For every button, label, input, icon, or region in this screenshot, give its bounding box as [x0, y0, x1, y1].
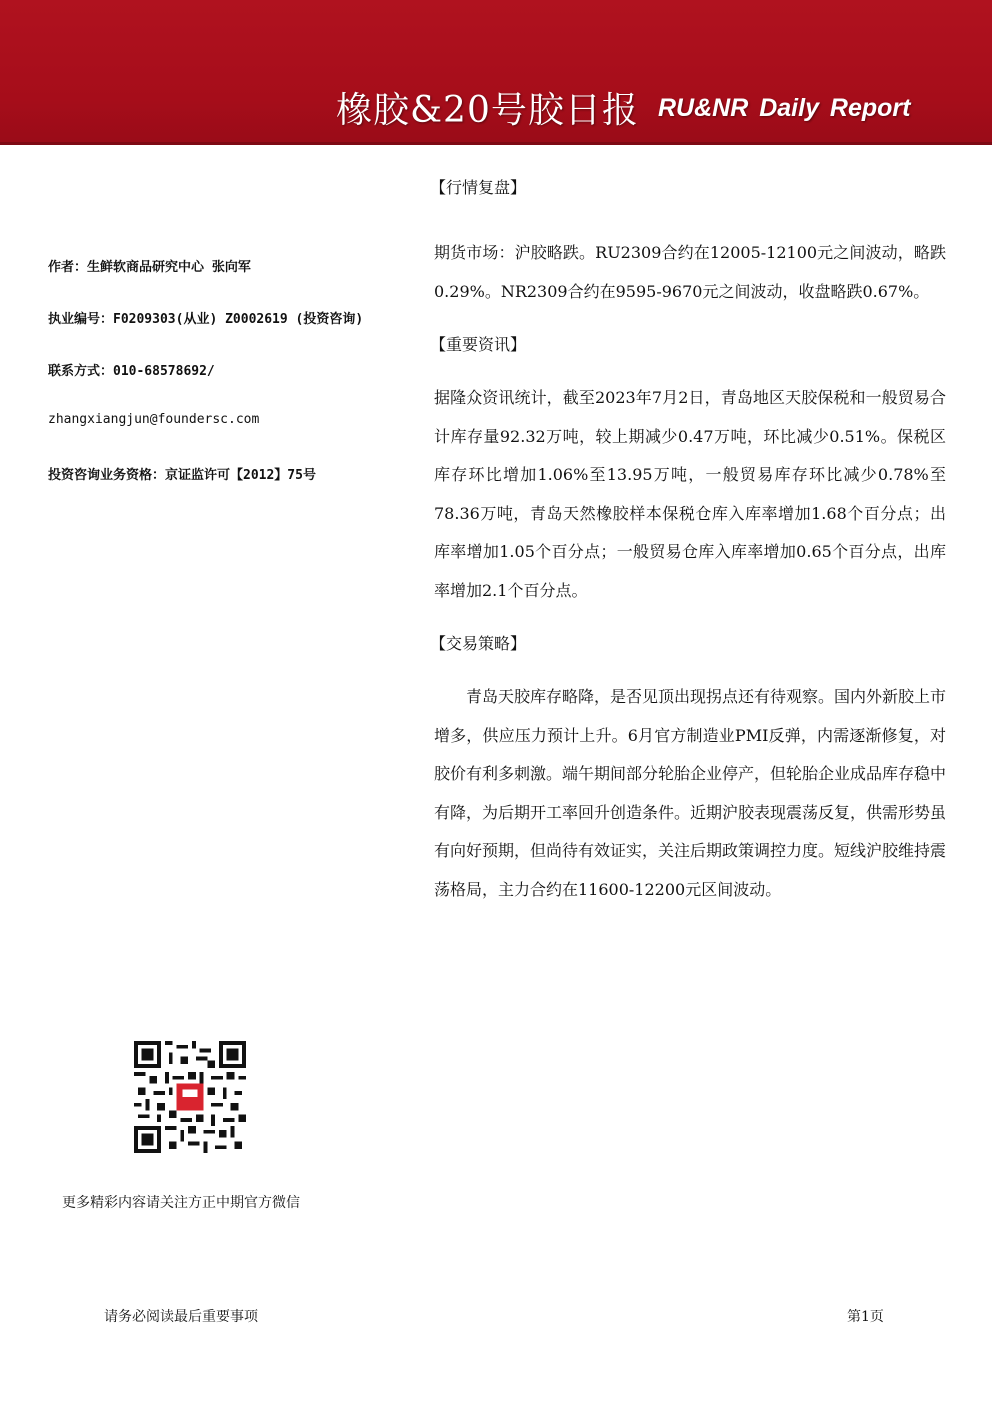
page-number: 第1页 [847, 1309, 884, 1325]
section-body-trading-strategy: 青岛天胶库存略降，是否见顶出现拐点还有待观察。国内外新胶上市增多，供应压力预计上升。6月官方制造业PMI反弹，内需逐渐修复，对胶价有利多刺激。端午期间部分轮胎企业停产，但轮胎企业成品库存稳中有降，为后期开工率回升创造条件。近期沪胶表现震荡反复，供需形势虽有向好预期，但尚待有效证实，关注后期政策调控力度。短线沪胶维持震荡格局，主力合约在11600-12200元区间波动。 [434, 687, 947, 899]
contact-email[interactable]: zhangxiangjun@foundersc.com [48, 412, 260, 427]
section-title-market-review: 【行情复盘】 [430, 178, 527, 197]
footer-disclaimer: 请务必阅读最后重要事项 [104, 1309, 258, 1325]
section-body-market-review: 期货市场：沪胶略跌。RU2309合约在12005-12100元之间波动，略跌0.29%。NR2309合约在9595-9670元之间波动，收盘略跌0.67%。 [434, 243, 946, 301]
header-divider [0, 142, 992, 145]
license-number: 执业编号：F0209303(从业) Z0002619 (投资咨询) [48, 312, 364, 327]
section-body-key-news: 据隆众资讯统计，截至2023年7月2日，青岛地区天胶保税和一般贸易合计库存量92.32万吨，较上期减少0.47万吨，环比减少0.51%。保税区库存环比增加1.06%至13.95万吨，一般贸易库存环比减少0.78%至78.36万吨，青岛天然橡胶样本保税仓库入库率增加1.68个百分点；出库率增加1.05个百分点；一般贸易仓库入库率增加0.65个百分点，出库率增加2.1个百分点。 [434, 388, 946, 600]
report-title-cn: 橡胶&20号胶日报 [336, 90, 639, 131]
section-title-key-news: 【重要资讯】 [430, 335, 527, 354]
author-info [48, 256, 408, 516]
contact-phone: 联系方式：010-68578692/ [48, 364, 215, 379]
section-title-trading-strategy: 【交易策略】 [430, 634, 527, 653]
wechat-qr-code [134, 1041, 246, 1153]
report-title-en: RU&NR Daily Report [658, 94, 911, 122]
report-body [430, 176, 947, 909]
author-name: 作者：生鲜软商品研究中心 张向军 [48, 260, 251, 275]
qr-caption: 更多精彩内容请关注方正中期官方微信 [62, 1195, 300, 1211]
consulting-qualification: 投资咨询业务资格：京证监许可【2012】75号 [48, 468, 316, 483]
